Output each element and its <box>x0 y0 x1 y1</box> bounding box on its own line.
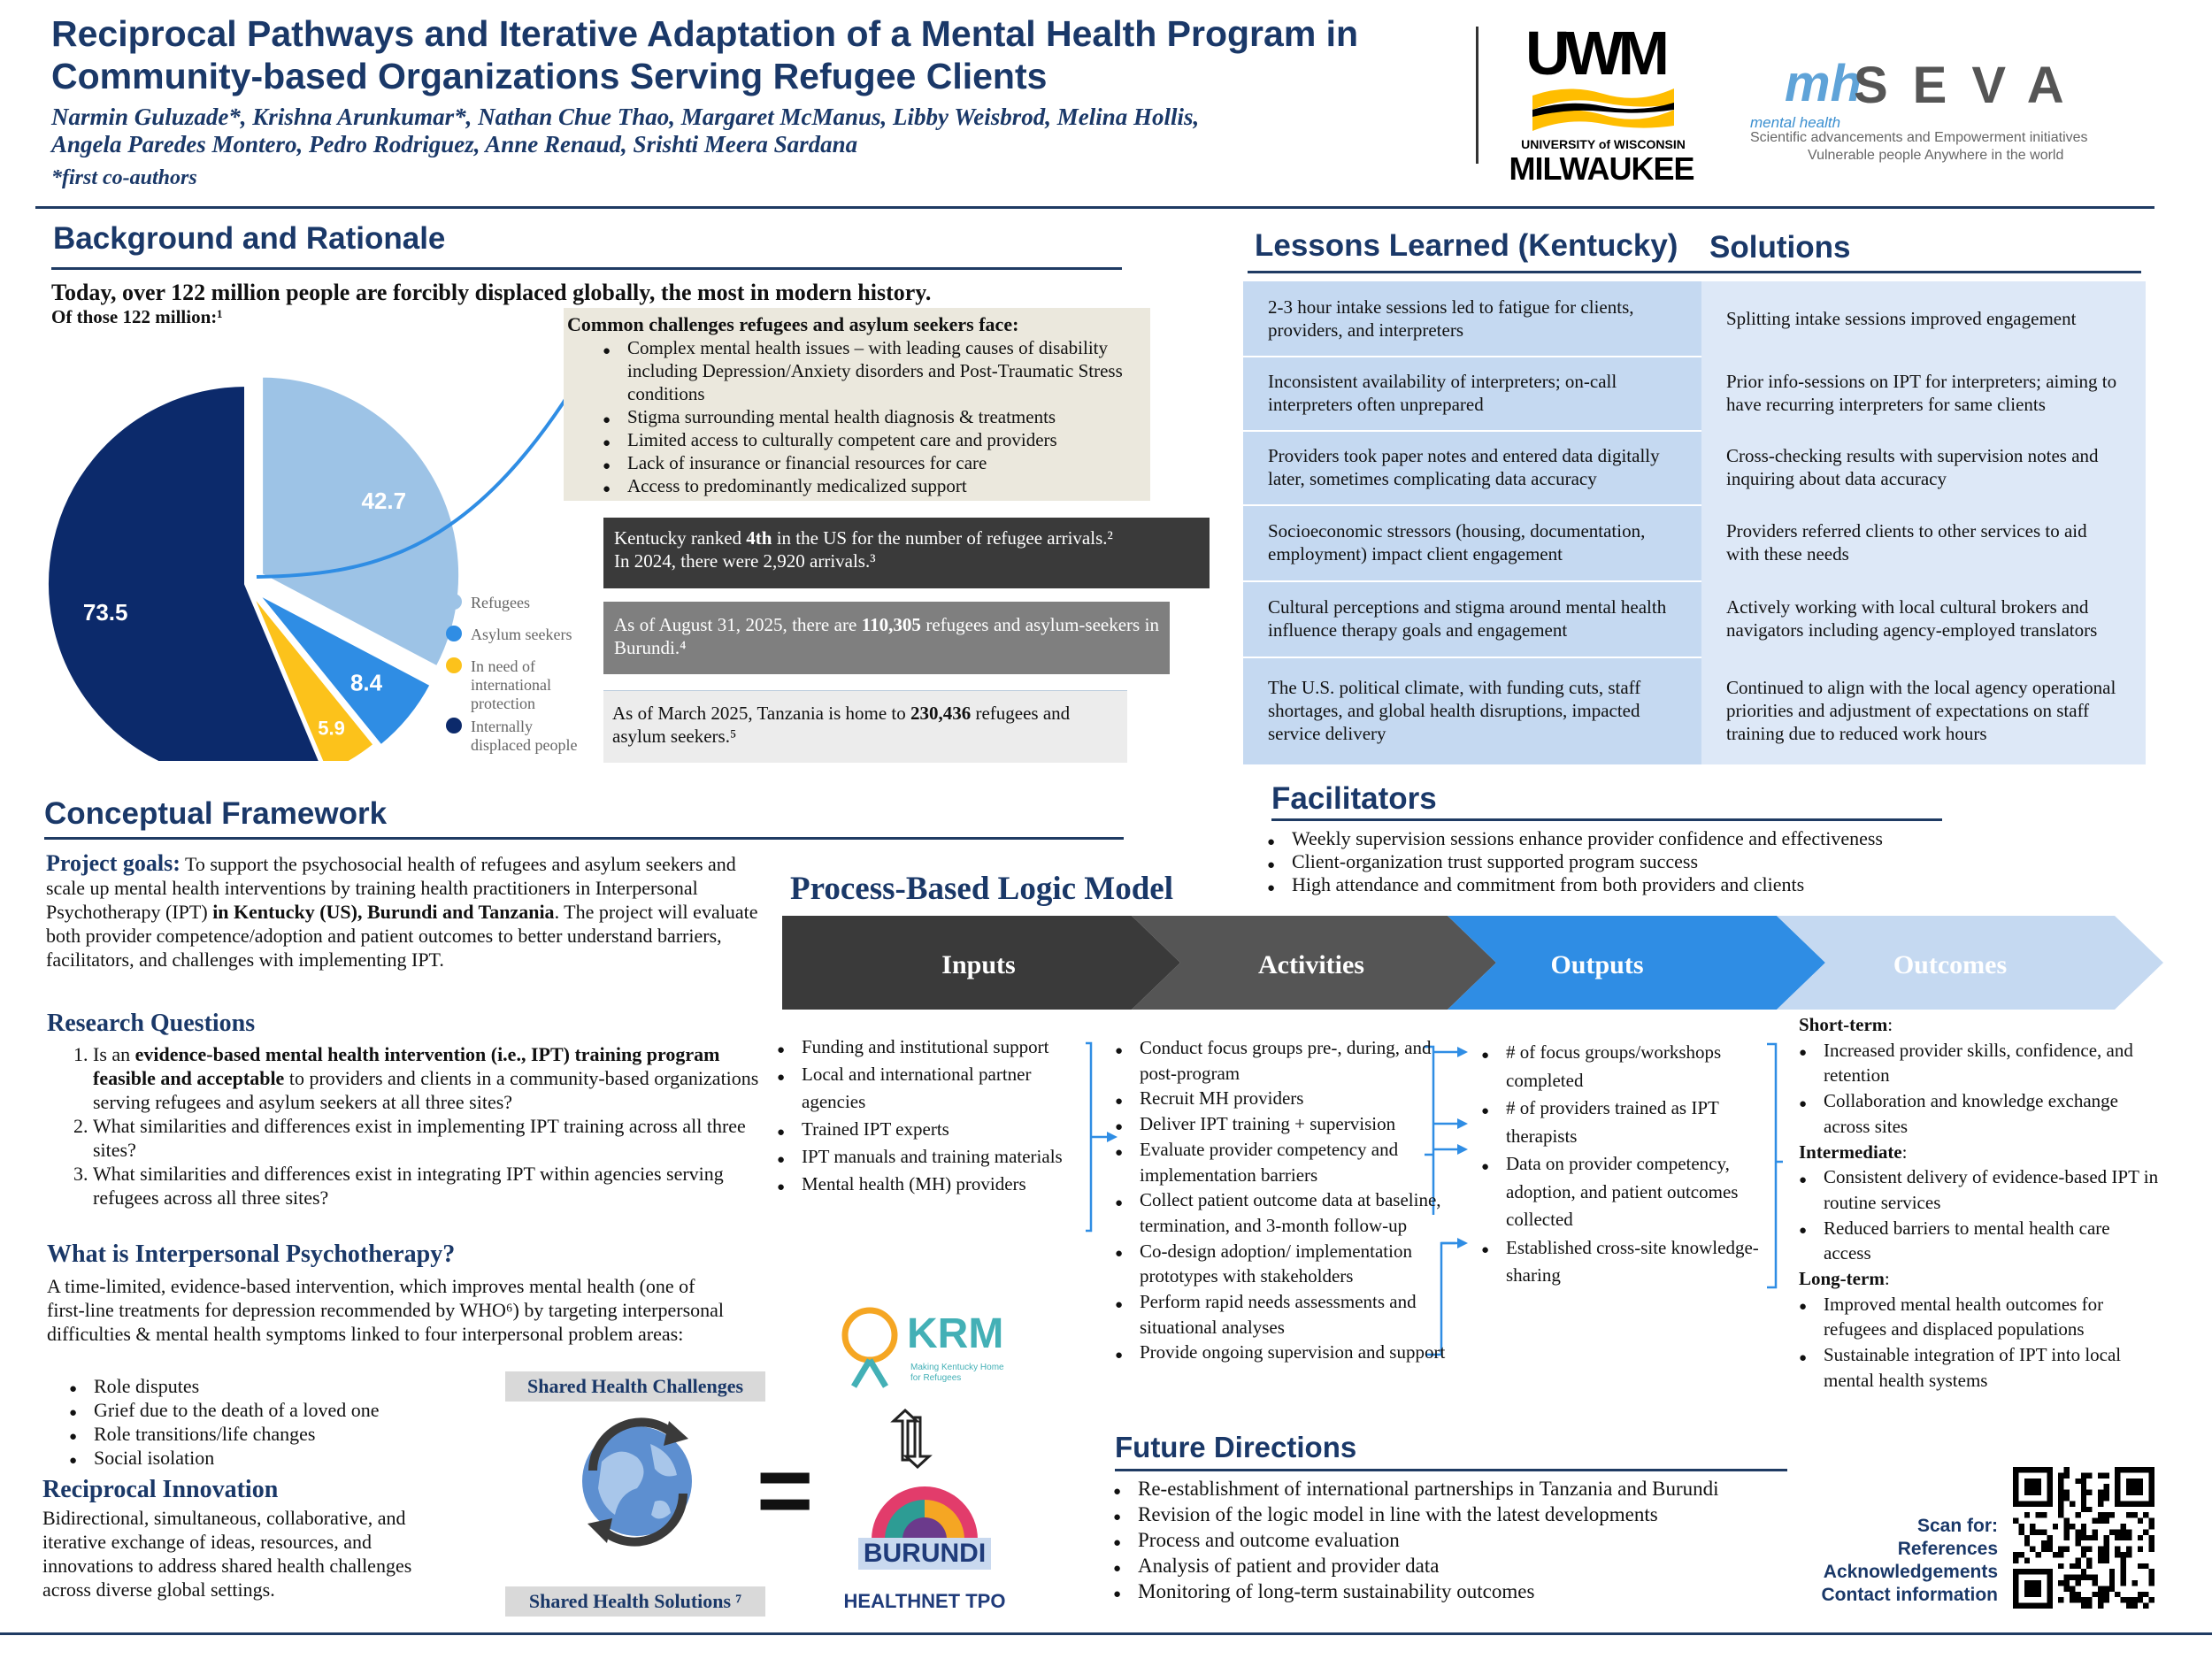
activity-item: ● Perform rapid needs assessments and situational analyses <box>1115 1289 1451 1340</box>
scan-block <box>1805 1515 1998 1607</box>
lesson-cell: 2-3 hour intake sessions led to fatigue for clients, providers, and interpreters <box>1268 296 1634 341</box>
tanzania-text-a: As of March 2025, Tanzania is home to <box>612 703 910 724</box>
intermediate-outcomes <box>1799 1164 2162 1266</box>
mhseva-logo <box>1747 49 2154 173</box>
framework-heading: Conceptual Framework <box>44 796 388 831</box>
title-line-2: Community-based Organizations Serving Refugee Clients <box>51 56 1048 96</box>
input-item: ● Local and international partner agencies <box>777 1061 1087 1116</box>
lesson-cell: Cultural perceptions and stigma around mental health influence therapy goals and engagement <box>1268 596 1667 641</box>
intermediate-heading: Intermediate <box>1799 1141 1902 1163</box>
lesson-row-divider <box>1243 657 1701 658</box>
long-term-item: ● Sustainable integration of IPT into local mental health systems <box>1799 1342 2162 1393</box>
research-question-1 <box>93 1042 772 1114</box>
short-term-heading: Short-term <box>1799 1014 1888 1035</box>
krm-tagline-2: for Refugees <box>910 1373 962 1383</box>
authors-line-1: Narmin Guluzade*, Krishna Arunkumar*, Nathan Chue Thao, Margaret McManus, Libby Weisbrod, Melina Hollis, <box>51 104 1200 130</box>
uwm-university-text: UNIVERSITY of WISCONSIN <box>1521 137 1686 151</box>
solution-cell: Actively working with local cultural brokers and navigators including agency-employed translators <box>1726 596 2098 641</box>
pie-label: 73.5 <box>82 598 128 626</box>
short-term-item: ● Increased provider skills, confidence, and retention <box>1799 1038 2162 1088</box>
ipt-description: A time-limited, evidence-based intervention, which improves mental health (one of first-line treatments for depression recommended by WHO⁶) by targeting interpersonal difficulties & mental health symptoms linked to four interpersonal problem areas: <box>47 1275 725 1345</box>
research-question-2: 2. What similarities and differences exist in implementing IPT training across all three sites? <box>93 1114 772 1162</box>
legend-swatch <box>446 594 462 610</box>
lessons-rule <box>1248 271 2141 273</box>
facilitator-item: ● Weekly supervision sessions enhance provider confidence and effectiveness <box>1267 827 2152 850</box>
long-term-item: ● Improved mental health outcomes for refugees and displaced populations <box>1799 1292 2162 1342</box>
output-item: ● Data on provider competency, adoption, and patient outcomes collected <box>1481 1150 1773 1234</box>
krm-logo-mark <box>836 1305 907 1394</box>
project-goals-text-a: To support the psychosocial health of refugees and asylum seekers and scale up mental health interventions by training health practitioners in Interpersonal Psychotherapy (IPT) <box>46 853 736 923</box>
activities-list <box>1115 1035 1451 1365</box>
future-direction-item: ● Analysis of patient and provider data <box>1113 1553 1909 1578</box>
uwm-logo <box>1504 18 1699 186</box>
legend-swatch <box>446 718 462 733</box>
equals-sign: = <box>757 1436 814 1545</box>
scan-item: References <box>1897 1539 1998 1559</box>
outcomes-block <box>1799 1012 2162 1394</box>
research-questions-list <box>47 1042 772 1210</box>
tanzania-number: 230,436 <box>910 703 972 724</box>
burundi-text-a: As of August 31, 2025, there are <box>614 614 862 635</box>
uwm-logo-waves <box>1532 80 1674 142</box>
lesson-cell: Inconsistent availability of interpreters; on-call interpreters often unprepared <box>1268 371 1617 415</box>
pie-arrow <box>248 345 602 593</box>
project-goals-text-c: . The project will evaluate both provider competence/adoption and patient outcomes to better understand barriers, facilitators, and challenges with implementing IPT. <box>46 901 758 971</box>
challenge-item: ● Complex mental health issues – with leading causes of disability including Depression/Anxiety disorders and Post-Traumatic Stress conditions <box>603 336 1145 405</box>
poster-title <box>51 12 1432 97</box>
mh-tagline-1: Scientific advancements and Empowerment initiatives <box>1750 130 2088 145</box>
framework-rule <box>44 837 1124 840</box>
legend-label: Refugees <box>471 594 530 611</box>
future-directions-list <box>1113 1476 1909 1604</box>
ipt-area-item: ● Grief due to the death of a loved one <box>69 1398 494 1422</box>
inputs-list <box>777 1033 1087 1198</box>
logic-model-chevrons <box>782 916 2168 1010</box>
legend-label: In need of <box>471 657 535 675</box>
scan-item: Contact information <box>1821 1585 1998 1605</box>
legend-label: Internally <box>471 718 533 735</box>
burundi-text: BURUNDI <box>858 1538 991 1570</box>
krm-text: KRM <box>907 1310 1004 1357</box>
challenges-list <box>567 336 1145 497</box>
short-term-outcomes <box>1799 1038 2162 1140</box>
shared-solutions-label: Shared Health Solutions ⁷ <box>505 1586 765 1617</box>
future-direction-item: ● Re-establishment of international partnerships in Tanzania and Burundi <box>1113 1476 1909 1502</box>
header-rule <box>35 206 2154 209</box>
project-goals-label: Project goals: <box>46 850 180 876</box>
facilitator-item: ● High attendance and commitment from both providers and clients <box>1267 873 2152 896</box>
title-line-1: Reciprocal Pathways and Iterative Adaptation of a Mental Health Program in <box>51 13 1359 54</box>
future-direction-item: ● Monitoring of long-term sustainability outcomes <box>1113 1578 1909 1604</box>
qr-code[interactable] <box>2013 1467 2154 1609</box>
future-heading: Future Directions <box>1115 1431 1357 1463</box>
exchange-arrows-icon <box>889 1409 933 1469</box>
legend-swatch <box>446 626 462 641</box>
facilitators-list <box>1267 827 2152 896</box>
kentucky-text-a: Kentucky ranked <box>614 527 747 549</box>
pie-label: 8.4 <box>349 669 383 696</box>
mh-text: mh <box>1785 55 1862 112</box>
legend-label: international <box>471 676 551 694</box>
kentucky-rank: 4th <box>746 527 772 549</box>
stage-activities: Activities <box>1258 950 1364 979</box>
intermediate-label: Intermediate: <box>1799 1141 1908 1163</box>
tanzania-text-c: refugees and asylum seekers.⁵ <box>612 703 1071 747</box>
uwm-logo-mark: UWM <box>1525 19 1664 88</box>
authors <box>51 104 1467 158</box>
short-term-label: Short-term: <box>1799 1014 1893 1035</box>
lessons-heading: Lessons Learned (Kentucky) <box>1255 228 1678 263</box>
authors-line-2: Angela Paredes Montero, Pedro Rodriguez, Anne Renaud, Srishti Meera Sardana <box>51 131 858 157</box>
burundi-mosaic-mark <box>867 1486 982 1540</box>
legend-label: displaced people <box>471 736 578 754</box>
stage-outputs: Outputs <box>1550 950 1644 979</box>
stage-inputs: Inputs <box>941 950 1016 979</box>
input-item: ● Funding and institutional support <box>777 1033 1087 1061</box>
krm-logo <box>836 1301 1013 1398</box>
rq1-emphasis: evidence-based mental health intervention (i.e., IPT) training program feasible and acceptable <box>93 1043 720 1089</box>
input-item: ● Mental health (MH) providers <box>777 1171 1087 1198</box>
uwm-milwaukee-text: MILWAUKEE <box>1509 150 1694 187</box>
outputs-list <box>1481 1039 1773 1290</box>
output-item: ● # of providers trained as IPT therapists <box>1481 1094 1773 1150</box>
solutions-heading: Solutions <box>1709 230 1851 265</box>
kentucky-text-c: in the US for the number of refugee arrivals.² <box>772 527 1113 549</box>
lessons-table <box>1243 281 2146 764</box>
challenges-box <box>564 308 1150 501</box>
project-goals-sites: in Kentucky (US), Burundi and Tanzania <box>212 901 555 923</box>
solution-cell: Splitting intake sessions improved engagement <box>1726 308 2077 329</box>
research-question-3: 3. What similarities and differences exist in integrating IPT within agencies serving refugees across all three sites? <box>93 1162 772 1210</box>
burundi-healthnet-logo <box>841 1486 1009 1619</box>
facilitators-rule <box>1271 818 1942 821</box>
research-questions-heading: Research Questions <box>47 1010 256 1037</box>
mh-sub-text: mental health <box>1750 114 1841 131</box>
solution-cell: Prior info-sessions on IPT for interpreters; aiming to have recurring interpreters for same clients <box>1726 371 2117 415</box>
activity-item: ● Recruit MH providers <box>1115 1086 1451 1111</box>
lesson-row-divider <box>1243 356 1701 357</box>
future-rule <box>1115 1469 1787 1471</box>
facilitator-item: ● Client-organization trust supported program success <box>1267 850 2152 873</box>
challenge-item: ● Access to predominantly medicalized support <box>603 474 1145 497</box>
intermediate-item: ● Consistent delivery of evidence-based IPT in routine services <box>1799 1164 2162 1215</box>
kentucky-arrivals: In 2024, there were 2,920 arrivals.³ <box>614 550 876 572</box>
rq1-text-c: to providers and clients in a community-based organizations serving refugees and asylum seekers at all three sites? <box>93 1067 759 1113</box>
lesson-row-divider <box>1243 430 1701 432</box>
solution-cell: Continued to align with the local agency operational priorities and adjustment of expectations on staff training due to reduced work hours <box>1726 677 2116 744</box>
future-direction-item: ● Revision of the logic model in line with the latest developments <box>1113 1502 1909 1527</box>
background-heading: Background and Rationale <box>53 221 446 256</box>
ipt-area-item: ● Role disputes <box>69 1374 494 1398</box>
challenge-item: ● Limited access to culturally competent care and providers <box>603 428 1145 451</box>
reciprocal-innovation-text: Bidirectional, simultaneous, collaborative, and iterative exchange of ideas, resources, and innovations to address shared health challenges across diverse global settings. <box>42 1507 412 1601</box>
lesson-cell: Providers took paper notes and entered data digitally later, sometimes complicating data accuracy <box>1268 445 1660 489</box>
of-those-text: Of those 122 million:¹ <box>51 306 223 327</box>
scan-item: Acknowledgements <box>1823 1562 1998 1582</box>
stage-outcomes: Outcomes <box>1893 950 2008 979</box>
ipt-area-item: ● Social isolation <box>69 1446 494 1470</box>
tanzania-box <box>603 690 1127 763</box>
long-term-heading: Long-term <box>1799 1268 1885 1290</box>
background-rule <box>51 267 1122 270</box>
header-divider <box>1476 27 1479 164</box>
activity-item: ● Co-design adoption/ implementation prototypes with stakeholders <box>1115 1239 1451 1289</box>
legend-label: Asylum seekers <box>471 626 572 643</box>
activity-item: ● Collect patient outcome data at baseline, termination, and 3-month follow-up <box>1115 1187 1451 1238</box>
co-author-note: *first co-authors <box>51 166 197 189</box>
pie-label: 42.7 <box>361 487 407 514</box>
burundi-text-c: refugees and asylum-seekers in Burundi.⁴ <box>614 614 1160 658</box>
shared-challenges-label: Shared Health Challenges <box>505 1371 765 1402</box>
activity-item: ● Conduct focus groups pre-, during, and post-program <box>1115 1035 1451 1086</box>
input-item: ● IPT manuals and training materials <box>777 1143 1087 1171</box>
future-direction-item: ● Process and outcome evaluation <box>1113 1527 1909 1553</box>
burundi-number: 110,305 <box>861 614 921 635</box>
krm-tagline-1: Making Kentucky Home <box>910 1363 1004 1372</box>
project-goals <box>46 851 776 972</box>
footer-rule <box>0 1632 2212 1635</box>
input-item: ● Trained IPT experts <box>777 1116 1087 1143</box>
ipt-heading: What is Interpersonal Psychotherapy? <box>47 1240 456 1268</box>
healthnet-text: HEALTHNET TPO <box>843 1590 1006 1612</box>
solution-cell: Cross-checking results with supervision notes and inquiring about data accuracy <box>1726 445 2099 489</box>
challenge-item: ● Stigma surrounding mental health diagnosis & treatments <box>603 405 1145 428</box>
activity-item: ● Deliver IPT training + supervision <box>1115 1111 1451 1137</box>
background-lead: Today, over 122 million people are forcibly displaced globally, the most in modern history. <box>51 280 932 305</box>
ipt-area-item: ● Role transitions/life changes <box>69 1422 494 1446</box>
lesson-cell: The U.S. political climate, with funding cuts, staff shortages, and global health disruptions, impacted service delivery <box>1268 677 1641 744</box>
pie-label: 5.9 <box>318 717 345 740</box>
activity-item: ● Evaluate provider competency and implementation barriers <box>1115 1137 1451 1187</box>
output-item: ● # of focus groups/workshops completed <box>1481 1039 1773 1094</box>
reciprocal-innovation-heading: Reciprocal Innovation <box>42 1476 279 1503</box>
globe-cycle-icon <box>566 1409 708 1550</box>
challenge-item: ● Lack of insurance or financial resources for care <box>603 451 1145 474</box>
intermediate-item: ● Reduced barriers to mental health care access <box>1799 1216 2162 1266</box>
solution-cell: Providers referred clients to other services to aid with these needs <box>1726 520 2087 565</box>
lesson-row-divider <box>1243 580 1701 582</box>
challenges-title: Common challenges refugees and asylum seekers face: <box>567 313 1019 335</box>
long-term-label: Long-term: <box>1799 1268 1890 1290</box>
rq1-text-a: Is an <box>93 1043 135 1065</box>
burundi-box <box>603 602 1170 674</box>
mh-tagline-2: Vulnerable people Anywhere in the world <box>1808 148 2064 163</box>
facilitators-heading: Facilitators <box>1271 781 1437 816</box>
short-term-item: ● Collaboration and knowledge exchange across sites <box>1799 1088 2162 1139</box>
ipt-problem-areas <box>69 1374 494 1470</box>
long-term-outcomes <box>1799 1292 2162 1394</box>
lesson-cell: Socioeconomic stressors (housing, documentation, employment) impact client engagement <box>1268 520 1646 565</box>
legend-swatch <box>446 657 462 673</box>
lesson-row-divider <box>1243 504 1701 506</box>
logic-model-heading: Process-Based Logic Model <box>790 871 1173 907</box>
legend-label: protection <box>471 695 535 712</box>
kentucky-box <box>603 518 1210 588</box>
activity-item: ● Provide ongoing supervision and support <box>1115 1340 1451 1365</box>
output-item: ● Established cross-site knowledge-sharing <box>1481 1234 1773 1290</box>
seva-text: SEVA <box>1854 57 2089 114</box>
scan-label: Scan for: <box>1916 1516 1998 1536</box>
